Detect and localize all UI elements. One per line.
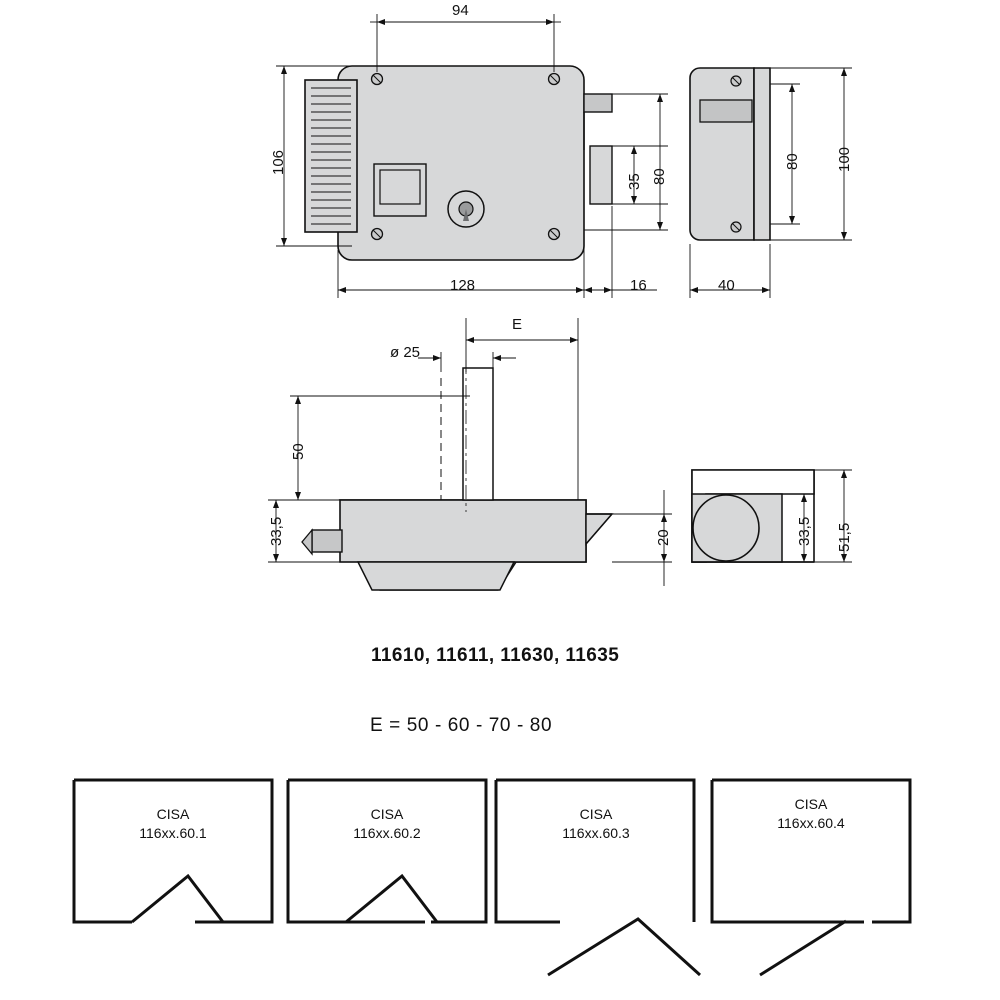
- backset-options: E = 50 - 60 - 70 - 80: [370, 715, 553, 736]
- variant-code-1: 116xx.60.1: [139, 825, 207, 841]
- variant-label-4: [721, 795, 901, 833]
- dim-front-body-width: 128: [450, 277, 476, 294]
- dim-front-top-width: 94: [452, 2, 469, 19]
- dim-front-bolt-height: 80: [651, 168, 668, 185]
- variant-label-3: [506, 805, 686, 843]
- dim-plan-50: 50: [290, 443, 307, 460]
- variant-brand-4: CISA: [794, 796, 828, 812]
- variant-code-4: 116xx.60.4: [777, 815, 845, 831]
- variant-label-1: [83, 805, 263, 843]
- dim-front-bolt-inner: 35: [626, 173, 643, 190]
- dim-strike-height-inner: 80: [784, 153, 801, 170]
- dim-strike-height-outer: 100: [836, 146, 853, 172]
- dim-plan-backset: E: [512, 316, 523, 333]
- dim-planright-33-5: 33,5: [796, 516, 813, 546]
- dim-front-offset-right: 16: [630, 277, 647, 294]
- variant-code-3: 116xx.60.3: [562, 825, 630, 841]
- variant-label-2: [297, 805, 477, 843]
- dim-planright-51-5: 51,5: [836, 522, 853, 552]
- variant-brand-2: CISA: [370, 806, 404, 822]
- variant-brand-3: CISA: [579, 806, 613, 822]
- variant-brand-1: CISA: [156, 806, 190, 822]
- dim-plan-cylinder-dia: ø 25: [390, 344, 421, 361]
- dim-strike-width: 40: [718, 277, 735, 294]
- dim-plan-33-5: 33,5: [268, 516, 285, 546]
- variant-code-2: 116xx.60.2: [353, 825, 421, 841]
- model-title: 11610, 11611, 11630, 11635: [371, 645, 620, 666]
- dim-plan-20: 20: [655, 529, 672, 546]
- dim-front-height: 106: [270, 149, 287, 175]
